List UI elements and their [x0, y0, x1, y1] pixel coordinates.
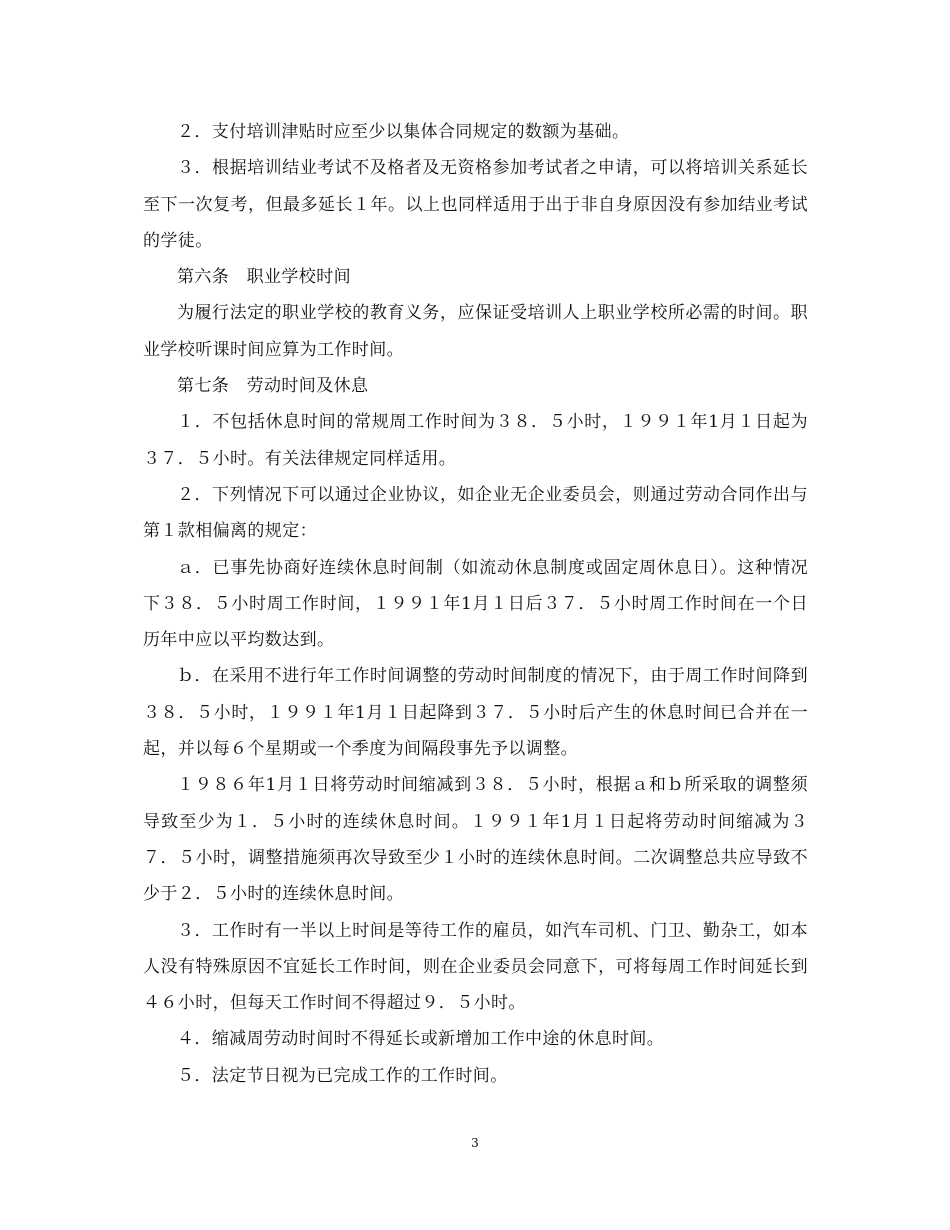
paragraph-1-regular-working-hours: １．不包括休息时间的常规周工作时间为３８．５小时，１９９１年1月１日起为３７．５小时。有关法律规定同样适用。 — [143, 412, 808, 469]
paragraph-2-training-allowance: ２．支付培训津贴时应至少以集体合同规定的数额为基础。 — [177, 122, 630, 142]
document-body — [143, 114, 808, 1094]
paragraph-1986-reduction: １９８６年1月１日将劳动时间缩减到３８．５小时，根据ａ和ｂ所采取的调整须导致至少为１．５小时的连续休息时间。１９９１年1月１日起将劳动时间缩减为３７．５小时，调整措施须再次导致至少１小时的连续休息时间。二次调整总共应导致不少于２．５小时的连续休息时间。 — [143, 775, 808, 905]
paragraph-b-no-annual-adjustment: ｂ．在采用不进行年工作时间调整的劳动时间制度的情况下，由于周工作时间降到３８．５小时，１９９１年1月１日起降到３７．５小时后产生的休息时间已合并在一起，并以每６个星期或一个季度为间隔段事先予以调整。 — [143, 666, 808, 760]
section-heading-article-6: 第六条 职业学校时间 — [177, 267, 351, 288]
paragraph-5-public-holidays: ５．法定节日视为已完成工作的工作时间。 — [177, 1065, 508, 1086]
section-heading-article-7: 第七条 劳动时间及休息 — [177, 376, 369, 397]
paragraph-a-rest-period-system: ａ．已事先协商好连续休息时间制（如流动休息制度或固定周休息日）。这种情况下３８．５小时周工作时间，１９９１年1月１日后３７．５小时周工作时间在一个日历年中应以平均数达到。 — [143, 557, 808, 651]
paragraph-vocational-school-time: 为履行法定的职业学校的教育义务，应保证受培训人上职业学校所必需的时间。职业学校听课时间应算为工作时间。 — [143, 303, 808, 360]
paragraph-2-enterprise-agreement: ２．下列情况下可以通过企业协议，如企业无企业委员会，则通过劳动合同作出与第１款相偏离的规定： — [143, 484, 808, 542]
paragraph-3-waiting-time-employees: ３．工作时有一半以上时间是等待工作的雇员，如汽车司机、门卫、勤杂工，如本人没有特殊原因不宜延长工作时间，则在企业委员会同意下，可将每周工作时间延长到４６小时，但每天工作时间不得超过９．５小时。 — [143, 920, 808, 1014]
page-number: 3 — [471, 1136, 479, 1150]
paragraph-3-training-extension: ３．根据培训结业考试不及格者及无资格参加考试者之申请，可以将培训关系延长至下一次复考，但最多延长１年。以上也同样适用于出于非自身原因没有参加结业考试的学徒。 — [143, 158, 808, 251]
paragraph-4-no-break-extension: ４．缩减周劳动时间时不得延长或新增加工作中途的休息时间。 — [177, 1029, 665, 1050]
